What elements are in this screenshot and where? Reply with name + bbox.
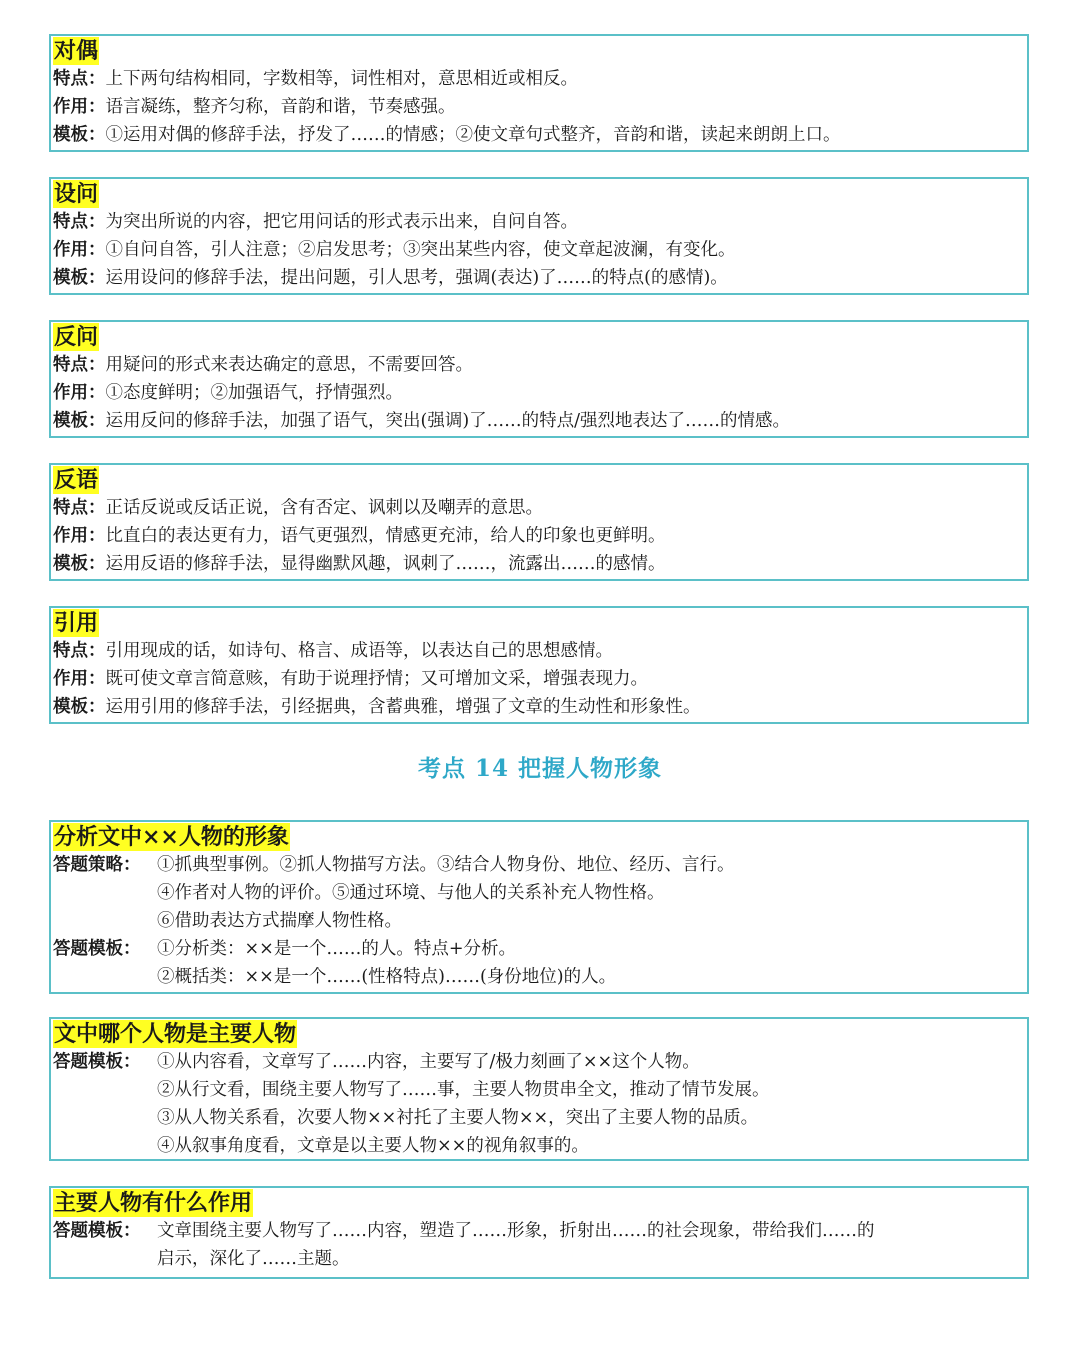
box-title: 分析文中××人物的形象 — [54, 824, 289, 850]
template-line: 启示，深化了……主题。 — [157, 1249, 350, 1269]
effect-row — [53, 522, 1027, 550]
strategy-label: 答题策略： — [53, 855, 141, 875]
box-main-character-role — [49, 1186, 1029, 1279]
section-title: 考点 14 把握人物形象 — [417, 755, 663, 782]
feature-text: 为突出所说的内容，把它用问话的形式表示出来，自问自答。 — [105, 212, 578, 232]
feature-text: 引用现成的话，如诗句、格言、成语等，以表达自己的思想感情。 — [105, 641, 613, 661]
template-label: 模板： — [53, 411, 106, 431]
effect-text: ①态度鲜明；②加强语气，抒情强烈。 — [105, 383, 403, 403]
feature-label: 特点： — [53, 355, 106, 375]
template-row — [53, 693, 1027, 721]
template-line: ④从叙事角度看，文章是以主要人物××的视角叙事的。 — [157, 1136, 589, 1156]
template-row — [53, 264, 1027, 292]
effect-label: 作用： — [53, 669, 106, 689]
effect-row — [53, 93, 1027, 121]
feature-row — [53, 65, 1027, 93]
box-title: 反问 — [54, 324, 99, 350]
template-text: 运用引用的修辞手法，引经据典，含蓄典雅，增强了文章的生动性和形象性。 — [105, 697, 701, 717]
template-label: 答题模板： — [53, 1052, 141, 1072]
box-fanyu — [49, 463, 1029, 581]
effect-text: 语言凝练，整齐匀称，音韵和谐，节奏感强。 — [105, 97, 456, 117]
template-line: 文章围绕主要人物写了……内容，塑造了……形象，折射出……的社会现象，带给我们……的 — [157, 1221, 875, 1241]
template-label: 模板： — [53, 125, 106, 145]
strategy-line: ⑥借助表达方式揣摩人物性格。 — [157, 911, 402, 931]
template-label: 模板： — [53, 697, 106, 717]
template-line: ①从内容看，文章写了……内容，主要写了/极力刻画了××这个人物。 — [157, 1052, 700, 1072]
feature-row — [53, 637, 1027, 665]
effect-row — [53, 665, 1027, 693]
box-shewen — [49, 177, 1029, 295]
effect-text: 既可使文章言简意赅，有助于说理抒情；又可增加文采，增强表现力。 — [105, 669, 648, 689]
template-text: ①运用对偶的修辞手法，抒发了……的情感；②使文章句式整齐，音韵和谐，读起来朗朗上口。 — [105, 125, 841, 145]
strategy-line: ①抓典型事例。②抓人物描写方法。③结合人物身份、地位、经历、言行。 — [157, 855, 735, 875]
box-main-character — [49, 1017, 1029, 1161]
template-line: ②从行文看，围绕主要人物写了……事，主要人物贯串全文，推动了情节发展。 — [157, 1080, 770, 1100]
template-row — [53, 935, 1027, 963]
template-label: 答题模板： — [53, 1221, 141, 1241]
box-title: 引用 — [54, 610, 99, 636]
template-row — [53, 1217, 1027, 1245]
feature-text: 上下两句结构相同，字数相等，词性相对，意思相近或相反。 — [105, 69, 578, 89]
effect-label: 作用： — [53, 240, 106, 260]
template-label: 模板： — [53, 268, 106, 288]
box-title: 反语 — [54, 467, 99, 493]
effect-text: 比直白的表达更有力，语气更强烈，情感更充沛，给人的印象也更鲜明。 — [105, 526, 666, 546]
template-label: 模板： — [53, 554, 106, 574]
effect-label: 作用： — [53, 97, 106, 117]
effect-row — [53, 236, 1027, 264]
box-character-image — [49, 820, 1029, 994]
box-fanwen — [49, 320, 1029, 438]
feature-text: 正话反说或反话正说，含有否定、讽刺以及嘲弄的意思。 — [105, 498, 543, 518]
template-line: ③从人物关系看，次要人物××衬托了主要人物××，突出了主要人物的品质。 — [157, 1108, 759, 1128]
box-duiou — [49, 34, 1029, 152]
effect-label: 作用： — [53, 383, 106, 403]
box-title: 对偶 — [54, 38, 99, 64]
box-title: 设问 — [54, 181, 99, 207]
strategy-row — [53, 851, 1027, 879]
strategy-line: ④作者对人物的评价。⑤通过环境、与他人的关系补充人物性格。 — [157, 883, 665, 903]
effect-text: ①自问自答，引人注意；②启发思考；③突出某些内容，使文章起波澜，有变化。 — [105, 240, 736, 260]
template-text: 运用反问的修辞手法，加强了语气，突出(强调)了……的特点/强烈地表达了……的情感。 — [105, 411, 791, 431]
feature-row — [53, 208, 1027, 236]
feature-label: 特点： — [53, 69, 106, 89]
feature-text: 用疑问的形式来表达确定的意思，不需要回答。 — [105, 355, 473, 375]
template-line: ①分析类：××是一个……的人。特点+分析。 — [157, 939, 516, 959]
template-text: 运用设问的修辞手法，提出问题，引人思考，强调(表达)了……的特点(的感情)。 — [105, 268, 728, 288]
effect-label: 作用： — [53, 526, 106, 546]
template-row — [53, 407, 1027, 435]
feature-row — [53, 351, 1027, 379]
feature-label: 特点： — [53, 641, 106, 661]
feature-label: 特点： — [53, 498, 106, 518]
feature-row — [53, 494, 1027, 522]
template-row — [53, 121, 1027, 149]
template-row — [53, 550, 1027, 578]
box-title: 主要人物有什么作用 — [54, 1190, 253, 1216]
effect-row — [53, 379, 1027, 407]
template-text: 运用反语的修辞手法，显得幽默风趣，讽刺了……，流露出……的感情。 — [105, 554, 666, 574]
feature-label: 特点： — [53, 212, 106, 232]
template-line: ②概括类：××是一个……(性格特点)……(身份地位)的人。 — [157, 967, 617, 987]
template-row — [53, 1048, 1027, 1076]
box-yinyong — [49, 606, 1029, 724]
template-label: 答题模板： — [53, 939, 141, 959]
box-title: 文中哪个人物是主要人物 — [54, 1021, 297, 1047]
